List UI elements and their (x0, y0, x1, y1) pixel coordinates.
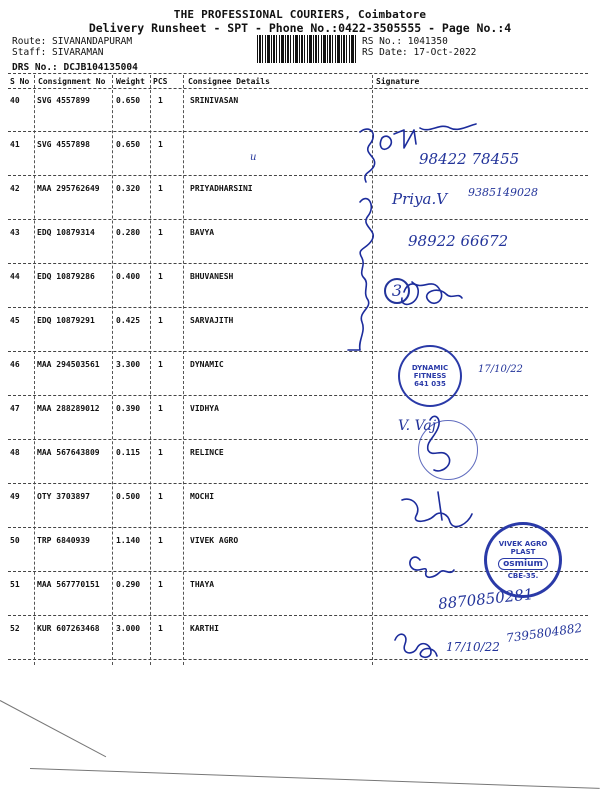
row52-date: 17/10/22 (446, 640, 500, 654)
row-consignee: SARVAJITH (190, 316, 234, 325)
row-weight: 0.500 (116, 492, 141, 501)
row-weight: 0.650 (116, 140, 141, 149)
row-sno: 44 (10, 272, 20, 281)
row-pcs: 1 (158, 272, 163, 281)
row-pcs: 1 (158, 536, 163, 545)
signature-stroke (360, 129, 375, 182)
row-consignment-no: MAA 294503561 (37, 360, 100, 369)
row-consignee: BAVYA (190, 228, 215, 237)
company-title: THE PROFESSIONAL COURIERS, Coimbatore (173, 8, 427, 21)
dynamic-stamp-code: 641 035 (414, 380, 446, 388)
row-consignment-no: EDQ 10879286 (37, 272, 95, 281)
row-consignee: RELINCE (190, 448, 224, 457)
row-sno: 46 (10, 360, 20, 369)
row-consignee: BHUVANESH (190, 272, 234, 281)
row-weight: 1.140 (116, 536, 141, 545)
row-pcs: 1 (158, 492, 163, 501)
row-weight: 0.115 (116, 448, 141, 457)
row-consignment-no: KUR 607263468 (37, 624, 100, 633)
row-sno: 49 (10, 492, 20, 501)
row-consignment-no: EDQ 10879291 (37, 316, 95, 325)
row42-name: Priya.V (392, 190, 448, 208)
row-pcs: 1 (158, 448, 163, 457)
row-pcs: 1 (158, 228, 163, 237)
row-sno: 40 (10, 96, 20, 105)
row-sno: 52 (10, 624, 20, 633)
row-pcs: 1 (158, 624, 163, 633)
row47-name: V. Vaj (398, 418, 437, 434)
row-pcs: 1 (158, 316, 163, 325)
row-pcs: 1 (158, 96, 163, 105)
row-pcs: 1 (158, 140, 163, 149)
col-sno: S No (10, 77, 30, 86)
row44-num: 3 (384, 278, 410, 304)
row-consignment-no: SVG 4557899 (37, 96, 90, 105)
row-sno: 51 (10, 580, 20, 589)
row-sno: 48 (10, 448, 20, 457)
row-consignment-no: MAA 288289012 (37, 404, 100, 413)
row-consignee: SRINIVASAN (190, 96, 239, 105)
row-weight: 0.390 (116, 404, 141, 413)
route-label: Route: SIVANANDAPURAM (12, 36, 133, 47)
vivek-stamp-bottom: CBE-35. (507, 572, 539, 580)
row52-phone: 7395804882 (505, 620, 583, 646)
row46-date: 17/10/22 (478, 364, 523, 375)
row-consignee: KARTHI (190, 624, 219, 633)
row-consignment-no: EDQ 10879314 (37, 228, 95, 237)
row-consignee: VIDHYA (190, 404, 219, 413)
row-weight: 0.400 (116, 272, 141, 281)
row-weight: 0.650 (116, 96, 141, 105)
signature-stroke (380, 124, 476, 149)
row-consignee: PRIYADHARSINI (190, 184, 253, 193)
row-sno: 50 (10, 536, 20, 545)
row-weight: 0.425 (116, 316, 141, 325)
row-sno: 45 (10, 316, 20, 325)
signature-stroke (395, 634, 437, 657)
row-weight: 0.320 (116, 184, 141, 193)
row-consignee: MOCHI (190, 492, 215, 501)
signature-stroke (410, 557, 454, 577)
dynamic-stamp (398, 345, 462, 407)
signature-stroke (348, 199, 373, 350)
row-consignee: DYNAMIC (190, 360, 224, 369)
row41-phone: 98422 78455 (419, 150, 520, 168)
row-sno: 43 (10, 228, 20, 237)
row-consignment-no: TRP 6840939 (37, 536, 90, 545)
col-weight: Weight (116, 77, 145, 86)
rs-date: RS Date: 17-Oct-2022 (362, 47, 477, 58)
signature-stroke (402, 282, 462, 304)
row-weight: 0.280 (116, 228, 141, 237)
row43-phone: 98922 66672 (408, 232, 509, 250)
row-pcs: 1 (158, 580, 163, 589)
row-sno: 41 (10, 140, 20, 149)
row-consignment-no: MAA 567770151 (37, 580, 100, 589)
row-consignment-no: MAA 567643809 (37, 448, 100, 457)
vivek-stamp-brand: osmium (498, 558, 548, 570)
row-pcs: 1 (158, 360, 163, 369)
row-consignment-no: MAA 295762649 (37, 184, 100, 193)
col-consignment: Consignment No (38, 77, 106, 86)
row-consignment-no: OTY 3703897 (37, 492, 90, 501)
signature-stroke (402, 492, 472, 527)
row-weight: 3.000 (116, 624, 141, 633)
col-signature: Signature (376, 77, 420, 86)
col-consignee: Consignee Details (188, 77, 270, 86)
dynamic-stamp-name: DYNAMIC FITNESS (411, 364, 449, 380)
row-pcs: 1 (158, 184, 163, 193)
row51-phone: 8870850281 (437, 585, 535, 613)
row-weight: 0.290 (116, 580, 141, 589)
row-consignment-no: SVG 4557898 (37, 140, 90, 149)
round-stamp (418, 420, 478, 480)
row42-phone: 9385149028 (468, 186, 538, 199)
vivek-stamp-top: VIVEK AGRO PLAST (498, 540, 548, 556)
row-sno: 47 (10, 404, 20, 413)
col-pcs: PCS (153, 77, 168, 86)
vivek-stamp (484, 522, 562, 598)
row-weight: 3.300 (116, 360, 141, 369)
row41-mark: u (250, 152, 257, 163)
row-pcs: 1 (158, 404, 163, 413)
rs-number: RS No.: 1041350 (362, 36, 448, 47)
runsheet-title: Delivery Runsheet - SPT - Phone No.:0422-3505555 - Page No.:4 (88, 21, 512, 35)
row-consignee: THAYA (190, 580, 215, 589)
drs-number: DRS No.: DCJB104135004 (12, 62, 138, 73)
staff-label: Staff: SIVARAMAN (12, 47, 104, 58)
row-consignee: VIVEK AGRO (190, 536, 239, 545)
row-sno: 42 (10, 184, 20, 193)
